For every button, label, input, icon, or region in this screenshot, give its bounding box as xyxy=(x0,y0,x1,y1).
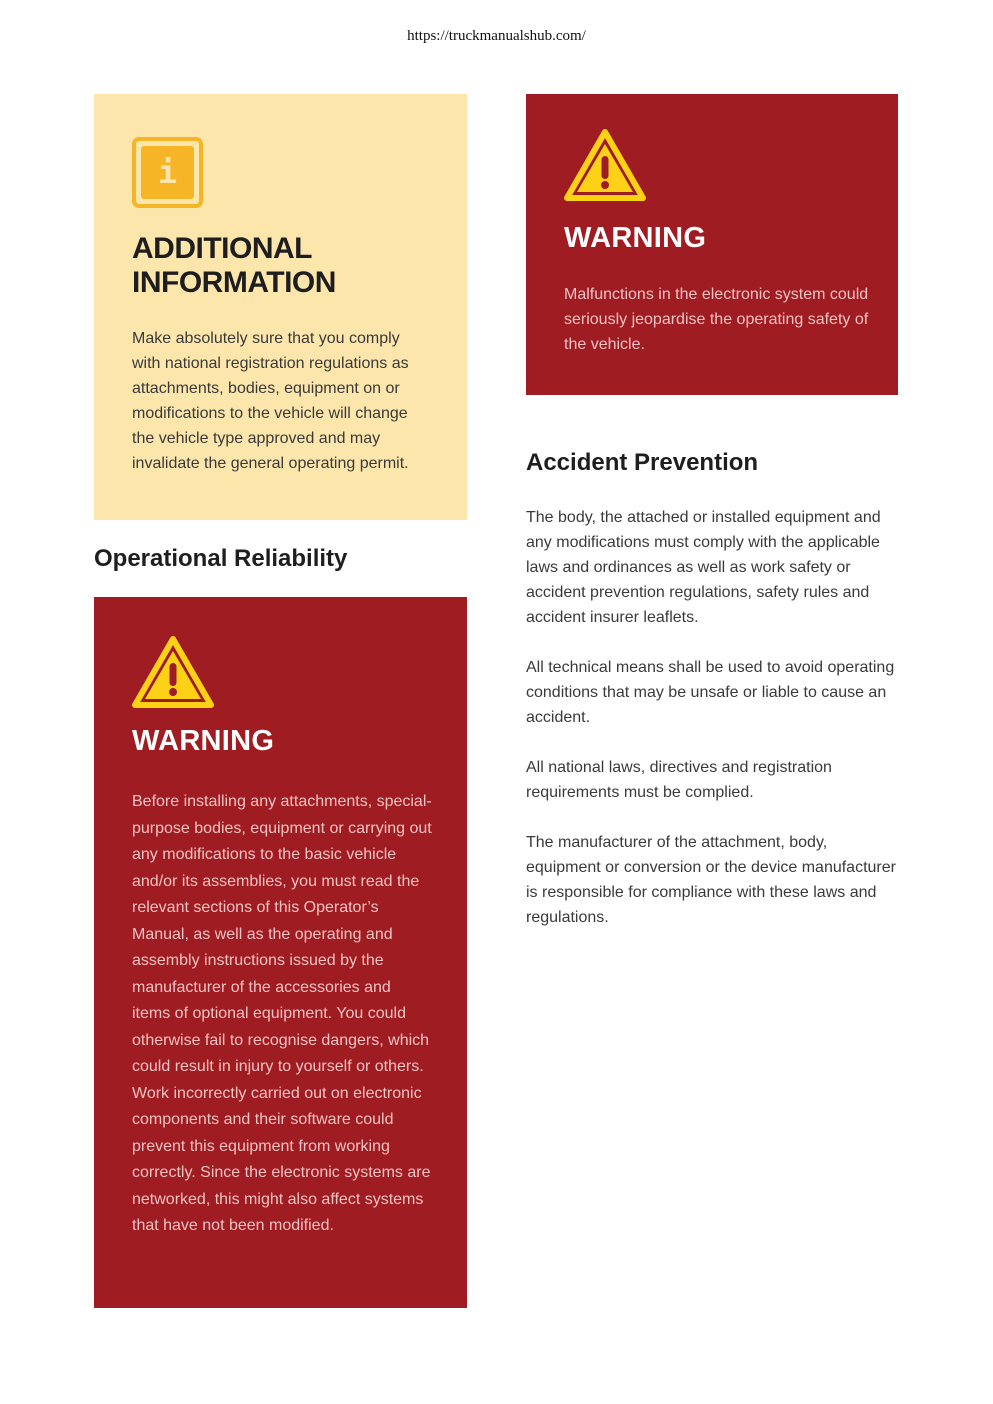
warning-title: WARNING xyxy=(564,222,707,254)
accident-prevention-paragraph: All national laws, directives and registration requirements must be complied. xyxy=(526,759,832,801)
info-icon xyxy=(132,137,203,208)
additional-information-text: Make absolutely sure that you comply with national registration regulations as attachments, bodies, equipment on or modifications to the vehicle will change the vehicle type approved and may invalidate the general operating permit. xyxy=(132,330,409,472)
warning-triangle-icon xyxy=(563,128,647,202)
warning-box-modifications xyxy=(94,597,467,1308)
warning-text: Malfunctions in the electronic system could seriously jeopardise the operating safety of the vehicle. xyxy=(564,286,869,353)
accident-prevention-paragraph: The manufacturer of the attachment, body, equipment or conversion or the device manufacturer is responsible for compliance with these laws and regulations. xyxy=(526,834,896,926)
title-line-1: ADDITIONAL xyxy=(132,232,312,265)
warning-text: Before installing any attachments, special-purpose bodies, equipment or carrying out any modifications to the basic vehicle and/or its assemblies, you must read the relevant sections of this Operator’s Manual, as well as the operating and assembly instructions issued by the manufacturer of the accessories and items of optional equipment. You could otherwise fail to recognise dangers, which could result in injury to yourself or others. Work incorrectly carried out on electronic components and their software could prevent this equipment from working correctly. Since the electronic systems are networked, this might also affect systems that have not been modified. xyxy=(132,793,432,1234)
operational-reliability-heading: Operational Reliability xyxy=(94,545,348,572)
additional-information-box xyxy=(94,94,467,520)
additional-information-title xyxy=(132,232,336,300)
accident-prevention-paragraph: All technical means shall be used to avoid operating conditions that may be unsafe or liable to cause an accident. xyxy=(526,659,895,726)
warning-triangle-icon xyxy=(131,635,215,709)
title-line-2: INFORMATION xyxy=(132,266,336,299)
info-icon-glyph: i xyxy=(141,146,194,199)
accident-prevention-paragraph: The body, the attached or installed equipment and any modifications must comply with the applicable laws and ordinances as well as work safety or accident prevention regulations, safety rules and accident insurer leaflets. xyxy=(526,509,881,626)
header-url: https://truckmanualshub.com/ xyxy=(407,28,586,44)
warning-title: WARNING xyxy=(132,725,275,757)
warning-box-electronic xyxy=(526,94,898,395)
accident-prevention-heading: Accident Prevention xyxy=(526,449,759,476)
